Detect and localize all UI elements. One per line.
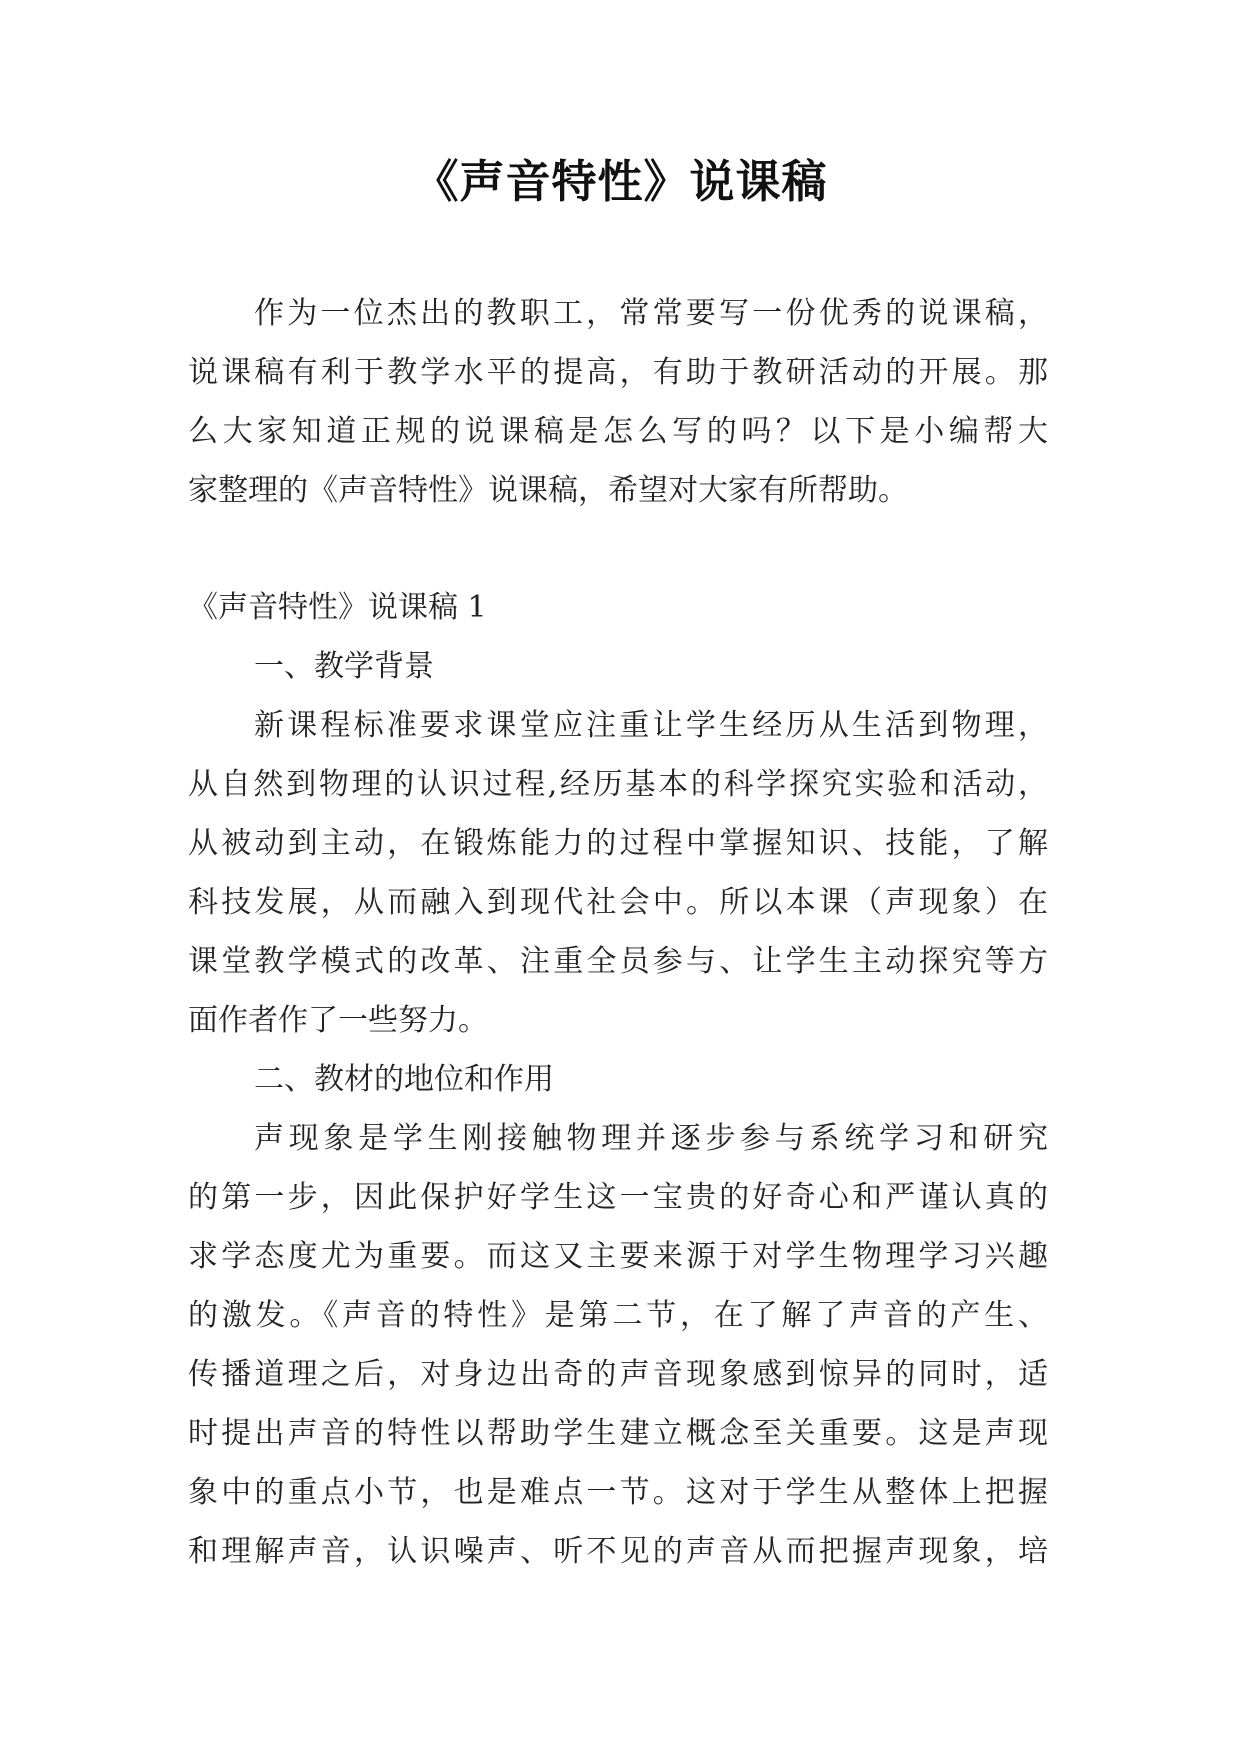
part1-paragraph xyxy=(188,696,1048,1050)
part2-line: 的第一步，因此保护好学生这一宝贵的好奇心和严谨认真的 xyxy=(188,1180,1048,1215)
intro-line: 家整理的《声音特性》说课稿，希望对大家有所帮助。 xyxy=(188,473,908,508)
part1-heading: 一、教学背景 xyxy=(254,649,434,684)
document-body xyxy=(188,284,1048,1581)
paragraph-spacer xyxy=(188,520,1048,578)
part2-line: 象中的重点小节，也是难点一节。这对于学生从整体上把握 xyxy=(188,1475,1048,1510)
intro-paragraph xyxy=(188,284,1048,520)
part2-line: 时提出声音的特性以帮助学生建立概念至关重要。这是声现 xyxy=(188,1416,1048,1451)
part2-paragraph xyxy=(188,1109,1048,1581)
part1-line: 从自然到物理的认识过程,经历基本的科学探究实验和活动， xyxy=(188,767,1048,802)
part1-line: 新课程标准要求课堂应注重让学生经历从生活到物理， xyxy=(254,708,1048,743)
part1-line: 课堂教学模式的改革、注重全员参与、让学生主动探究等方 xyxy=(188,944,1048,979)
intro-line: 么大家知道正规的说课稿是怎么写的吗？以下是小编帮大 xyxy=(188,414,1048,449)
part1-line: 面作者作了一些努力。 xyxy=(188,1003,488,1038)
part2-line: 和理解声音，认识噪声、听不见的声音从而把握声现象，培 xyxy=(188,1534,1048,1569)
part2-line: 的激发。《声音的特性》是第二节，在了解了声音的产生、 xyxy=(188,1298,1048,1333)
intro-line: 作为一位杰出的教职工，常常要写一份优秀的说课稿， xyxy=(254,296,1048,331)
part2-heading: 二、教材的地位和作用 xyxy=(254,1062,554,1097)
part2-line: 传播道理之后，对身边出奇的声音现象感到惊异的同时，适 xyxy=(188,1357,1048,1392)
part1-line: 科技发展，从而融入到现代社会中。所以本课（声现象）在 xyxy=(188,885,1048,920)
part2-line: 声现象是学生刚接触物理并逐步参与系统学习和研究 xyxy=(254,1121,1048,1156)
part1-line: 从被动到主动，在锻炼能力的过程中掌握知识、技能，了解 xyxy=(188,826,1048,861)
document-title: 《声音特性》说课稿 xyxy=(413,155,828,208)
section-heading: 《声音特性》说课稿 1 xyxy=(188,590,487,625)
part2-line: 求学态度尤为重要。而这又主要来源于对学生物理学习兴趣 xyxy=(188,1239,1048,1274)
intro-line: 说课稿有利于教学水平的提高，有助于教研活动的开展。那 xyxy=(188,355,1048,390)
